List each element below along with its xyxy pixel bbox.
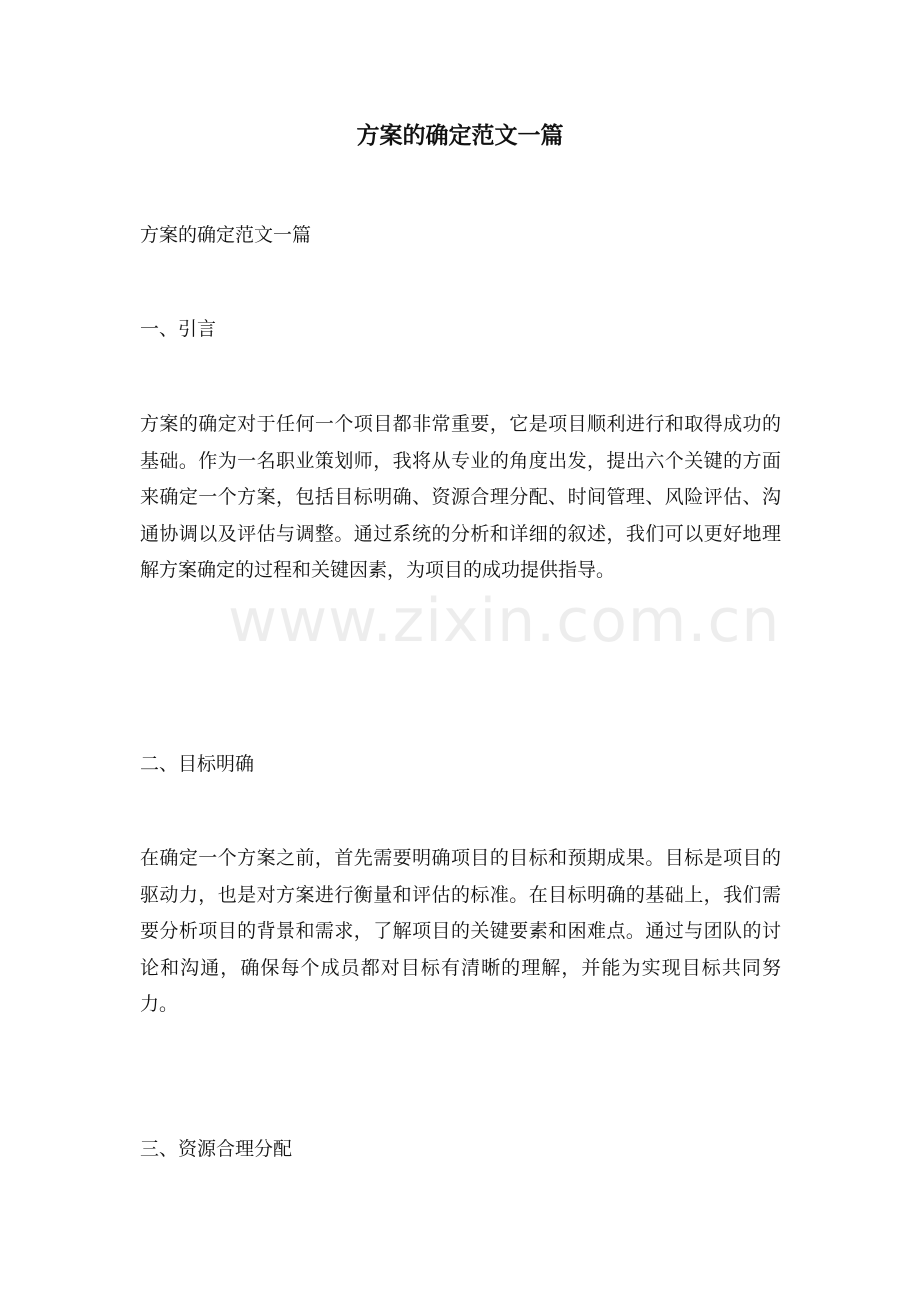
section-heading-resource-allocation: 三、资源合理分配 — [140, 1138, 293, 1160]
section-heading-clear-goals: 二、目标明确 — [140, 753, 255, 775]
section-paragraph-introduction: 方案的确定对于任何一个项目都非常重要，它是项目顺利进行和取得成功的基础。作为一名职业策划师，我将从专业的角度出发，提出六个关键的方面来确定一个方案，包括目标明确、资源合理分配、时间管理、风险评估、沟通协调以及评估与调整。通过系统的分析和详细的叙述，我们可以更好地理解方案确定的过程和关键因素，为项目的成功提供指导。 — [140, 413, 781, 581]
section-paragraph-clear-goals: 在确定一个方案之前，首先需要明确项目的目标和预期成果。目标是项目的驱动力，也是对方案进行衡量和评估的标准。在目标明确的基础上，我们需要分析项目的背景和需求，了解项目的关键要素和困难点。通过与团队的讨论和沟通，确保每个成员都对目标有清晰的理解，并能为实现目标共同努力。 — [140, 847, 781, 1015]
document-subtitle: 方案的确定范文一篇 — [140, 224, 312, 246]
section-heading-introduction: 一、引言 — [140, 318, 217, 340]
document-title: 方案的确定范文一篇 — [356, 122, 564, 149]
watermark: www.zixin.com.cn — [228, 586, 781, 656]
